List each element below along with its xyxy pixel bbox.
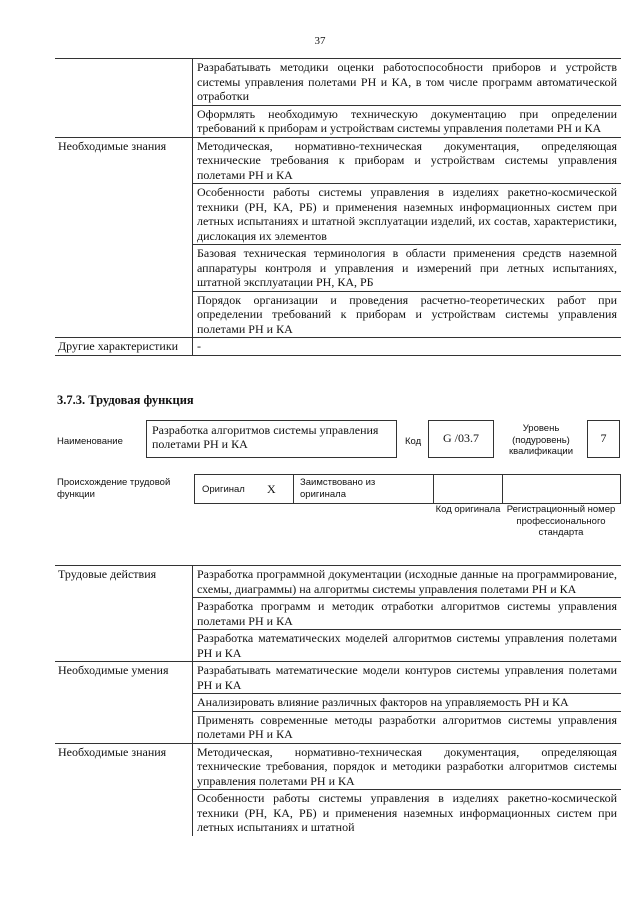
- row-label: [55, 598, 193, 630]
- row-label: Другие характеристики: [55, 338, 193, 356]
- level-value: 7: [587, 420, 620, 458]
- code-label: Код: [405, 436, 422, 447]
- table-row: [55, 137, 621, 184]
- row-text: Разработка математических моделей алгоритмов системы управления полетами РН и КА: [193, 630, 622, 662]
- level-label: Уровень (подуровень) квалификации: [508, 423, 574, 457]
- row-label: [55, 790, 193, 836]
- row-label: [55, 711, 193, 743]
- table-row: [55, 59, 621, 106]
- borrowed-label: Заимствовано из оригинала: [300, 477, 376, 500]
- row-text: Применять современные методы разработки алгоритмов системы управления полетами РН и КА: [193, 711, 622, 743]
- row-text: Разработка программ и методик отработки алгоритмов системы управления полетами РН и КА: [193, 598, 622, 630]
- row-label: Необходимые знания: [55, 137, 193, 184]
- row-label: [55, 694, 193, 712]
- table-row: [55, 291, 621, 338]
- row-label: Необходимые умения: [55, 662, 193, 694]
- row-text: Порядок организации и проведения расчетно-теоретических работ при определении требований к приборам и устройствам системы управления полетами РН и КА: [193, 291, 622, 338]
- table-row: [55, 662, 621, 694]
- row-label: [55, 184, 193, 245]
- labor-function-table: [55, 565, 621, 836]
- code-original-cell: [433, 474, 503, 504]
- section-title: 3.7.3. Трудовая функция: [57, 393, 194, 407]
- row-label: [55, 59, 193, 106]
- table-row: [55, 338, 621, 356]
- table-row: [55, 566, 621, 598]
- function-name: Разработка алгоритмов системы управления полетами РН и КА: [146, 420, 397, 458]
- table-row: [55, 790, 621, 836]
- row-text: Разрабатывать методики оценки работоспособности приборов и устройств системы управления полетами РН и КА, в том числе программ автоматической отработки: [193, 59, 622, 106]
- row-text: Методическая, нормативно-техническая документация, определяющая технические требования, порядок и методики разработки алгоритмов системы управления полетами РН и КА: [193, 743, 622, 790]
- knowledge-skills-table: [55, 58, 621, 356]
- original-cell: [194, 474, 294, 504]
- code-original-caption: Код оригинала: [435, 504, 501, 515]
- borrowed-cell: [293, 474, 434, 504]
- row-text: Оформлять необходимую техническую документацию при определении требований к приборам и устройствам системы управления полетами РН и КА: [193, 105, 622, 137]
- reg-number-cell: [502, 474, 621, 504]
- table-row: [55, 711, 621, 743]
- table-row: [55, 184, 621, 245]
- table-row: [55, 694, 621, 712]
- original-label: Оригинал: [202, 484, 245, 495]
- row-label: [55, 630, 193, 662]
- table-row: [55, 743, 621, 790]
- row-text: -: [193, 338, 622, 356]
- row-text: Особенности работы системы управления в изделиях ракетно-космической техники (РН, КА, РБ) и применения наземных информационных систем при летных испытаниях и штатной: [193, 790, 622, 836]
- table-row: [55, 630, 621, 662]
- row-label: Трудовые действия: [55, 566, 193, 598]
- reg-number-caption: Регистрационный номер профессионального стандарта: [506, 504, 616, 538]
- row-text: Методическая, нормативно-техническая документация, определяющая технические требования к приборам и устройствам системы управления полетами РН и КА: [193, 137, 622, 184]
- row-text: Разработка программной документации (исходные данные на программирование, схемы, диаграммы) на алгоритмы системы управления полетами РН и КА: [193, 566, 622, 598]
- row-text: Базовая техническая терминология в области применения средств наземной аппаратуры контроля и управления и измерений при летных испытаниях, штатной эксплуатации РН, КА, РБ: [193, 245, 622, 292]
- function-code: G /03.7: [428, 420, 494, 458]
- original-mark: X: [267, 482, 276, 496]
- row-label: [55, 245, 193, 292]
- row-text: Особенности работы системы управления в изделиях ракетно-космической техники (РН, КА, РБ) и применения наземных информационных систем при летных испытаниях и штатной эксплуатации изделий, их состав, характеристики, дислокация их элементов: [193, 184, 622, 245]
- table-row: [55, 105, 621, 137]
- row-text: Разрабатывать математические модели контуров системы управления полетами РН и КА: [193, 662, 622, 694]
- page-number: 37: [314, 35, 326, 47]
- row-label: [55, 105, 193, 137]
- name-label: Наименование: [57, 436, 123, 447]
- row-label: [55, 291, 193, 338]
- table-row: [55, 245, 621, 292]
- origin-label: Происхождение трудовой функции: [57, 477, 171, 500]
- table-row: [55, 598, 621, 630]
- row-label: Необходимые знания: [55, 743, 193, 790]
- row-text: Анализировать влияние различных факторов на управляемость РН и КА: [193, 694, 622, 712]
